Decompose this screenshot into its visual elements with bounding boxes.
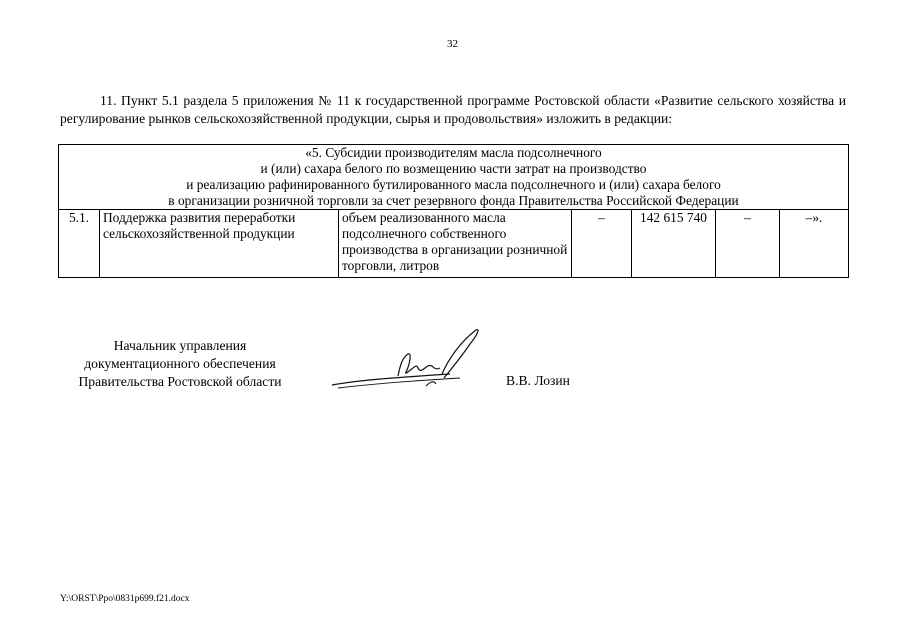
handwritten-signature — [330, 328, 490, 398]
table-row — [59, 210, 849, 278]
section-header-line: в организации розничной торговли за счет резервного фонда Правительства Российской Федерации — [168, 193, 739, 208]
page-number: 32 — [447, 38, 458, 50]
row-value-2: 142 615 740 — [632, 210, 716, 278]
row-value-4: –». — [780, 210, 849, 278]
section-header-line: и реализацию рафинированного бутилированного масла подсолнечного и (или) сахара белого — [186, 177, 721, 192]
position-line: Правительства Ростовской области — [78, 374, 282, 389]
section-header-row — [59, 145, 849, 210]
signature-position — [60, 337, 300, 391]
position-line: документационного обеспечения — [84, 356, 276, 371]
section-header — [59, 145, 849, 210]
program-table — [58, 144, 849, 278]
intro-paragraph: 11. Пункт 5.1 раздела 5 приложения № 11 к государственной программе Ростовской области «Развитие сельского хозяйства и регулирование рынков сельскохозяйственной продукции, сырья и продовольствия» изложить в редакции: — [60, 93, 846, 126]
row-indicator: объем реализованного масла подсолнечного собственного производства в организации розничной торговли, литров — [339, 210, 572, 278]
row-value-3: – — [716, 210, 780, 278]
row-value-1: – — [572, 210, 632, 278]
section-header-line: и (или) сахара белого по возмещению части затрат на производство — [260, 161, 647, 176]
section-header-line: «5. Субсидии производителям масла подсолнечного — [305, 145, 602, 160]
file-path: Y:\ORST\Ppo\0831p699.f21.docx — [60, 594, 190, 604]
position-line: Начальник управления — [113, 338, 247, 353]
row-name: Поддержка развития переработки сельскохозяйственной продукции — [100, 210, 339, 278]
row-number: 5.1. — [59, 210, 100, 278]
signer-name: В.В. Лозин — [506, 373, 570, 388]
